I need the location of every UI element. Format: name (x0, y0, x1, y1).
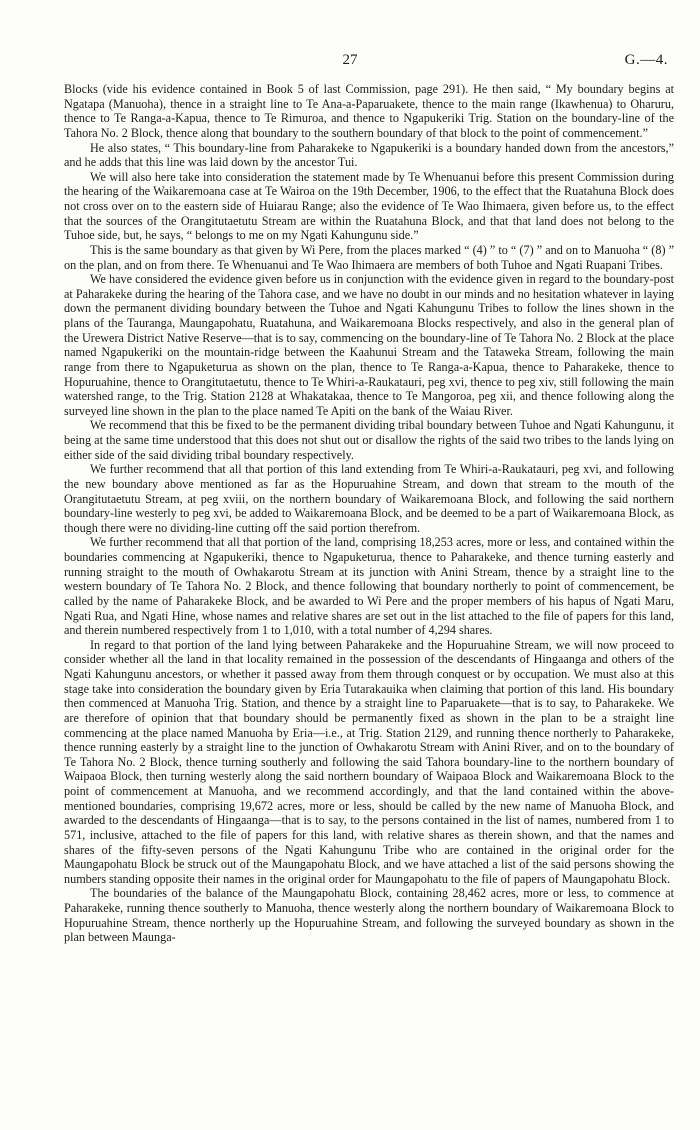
document-reference: G.—4. (624, 52, 668, 68)
paragraph-5: We have considered the evidence given before us in conjunction with the evidence given in regard to the boundary-post at Paharakeke during the hearing of the Tahora case, and we have no doubt in our minds and no hesitation whatever in laying down the permanent dividing boundary between the Tuhoe and Ngati Kahungunu Tribes to follow the lines shown in the plans of the Tauranga, Maungapohatu, Ruatahuna, and Waikaremoana Blocks respectively, and also in the general plan of the Urewera District Native Reserve—that is to say, commencing on the boundary-line of Te Tahora No. 2 Block at the place named Ngapukeriki on the mountain-ridge between the Kaahunui Stream and the Tataweka Stream, following the main range from there to Ngapuketurua as shown on the plan, thence to Te Ranga-a-Kapua, thence to Paharakeke, thence to Hopuruahine, thence to Orangitutaetutu, thence to Te Whiri-a-Raukatauri, peg xvi, thence to peg xiv, still following the main watershed range, to the Trig. Station 2128 at Whakatakaa, thence to Te Mangoroa, peg xii, and thence following along the surveyed line shown in the plan to the place named Te Apiti on the bank of the Waiau River. (64, 272, 674, 418)
paragraph-9: In regard to that portion of the land lying between Paharakeke and the Hopuruahine Stream, we will now proceed to consider whether all the land in that locality remained in the possession of the descendants of Hingaanga and others of the Ngati Kahungunu ancestors, or whether it passed away from them through conquest or by occupation. We must also at this stage take into consideration the boundary given by Eria Tutarakauika when claiming that portion of this land. His boundary then commenced at Manuoha Trig. Station, and thence by a straight line to Paparuakete—that is to say, to Paharakeke. We are therefore of opinion that that boundary should be permanently fixed as shown in the plan to be a straight line commencing at the place named Manuoha by Eria—i.e., at Trig. Station 2129, and running thence northerly to Paharakeke, thence running easterly by a straight line to the junction of Owhakarotu Stream with Anini River, and on to the boundary of Te Tahora No. 2 Block, thence turning southerly and following the said Tahora boundary-line to the northern boundary of Waipaoa Block, then turning westerly along the said northern boundary of Waipaoa Block and Waikaremoana Block to the point of commencement at Manuoha, and we recommend accordingly, and that the land contained within the above-mentioned boundaries, comprising 19,672 acres, more or less, should be called by the new name of Manuoha Block, and awarded to the descendants of Hingaanga—that is to say, to the persons contained in the list of names, numbered from 1 to 571, inclusive, attached to the file of papers for this land, with relative shares as therein shown, and that the names and shares of the fifty-seven persons of the Ngati Kahungunu Tribe who are contained in the original order for the Maungapohatu Block be struck out of the Maungapohatu Block, and we have attached a list of the said persons showing the numbers standing opposite their names in the original order for Maungapohatu to the file of papers of Maungapohatu Block. (64, 637, 674, 886)
page-number: 27 (342, 52, 358, 68)
paragraph-1: Blocks (vide his evidence contained in Book 5 of last Commission, page 291). He then said, “ My boundary begins at Ngatapa (Manuoha), thence in a straight line to Te Ana-a-Paparuakete, thence to the main range (Ikawhenua) to Oharuru, thence to Te Ranga-a-Kapua, thence to Te Rimuroa, and thence to Ngapukeriki Trig. Station on the boundary-line of the Tahora No. 2 Block, thence along that boundary to the southern boundary of that block to the point of commencement.” (64, 82, 674, 140)
page-header (0, 52, 700, 72)
paragraph-7: We further recommend that all that portion of this land extending from Te Whiri-a-Raukatauri, peg xvi, and following the new boundary above mentioned as far as the Hopuruahine Stream, and down that stream to the mouth of the Orangitutaetutu Stream, at peg xviii, on the northern boundary of Waikaremoana Block, and following the said northern boundary-line westerly to peg xvi, be added to Waikaremoana Block, and be deemed to be a part of Waikaremoana Block, as though there were no dividing-line cutting off the said portion therefrom. (64, 462, 674, 535)
paragraph-6: We recommend that this be fixed to be the permanent dividing tribal boundary between Tuhoe and Ngati Kahungunu, it being at the same time understood that this does not shut out or disallow the rights of the said two tribes to the lands lying on either side of the said dividing tribal boundary respectively. (64, 418, 674, 462)
paragraph-4: This is the same boundary as that given by Wi Pere, from the places marked “ (4) ” to “ (7) ” and on to Manuoha “ (8) ” on the plan, and on from there. Te Whenuanui and Te Wao Ihimaera are members of both Tuhoe and Ngati Ruapani Tribes. (64, 242, 674, 272)
paragraph-2: He also states, “ This boundary-line from Paharakeke to Ngapukeriki is a boundary handed down from the ancestors,” and he adds that this line was laid down by the ancestor Tui. (64, 140, 674, 170)
paragraph-8: We further recommend that all that portion of the land, comprising 18,253 acres, more or less, and contained within the boundaries commencing at Ngapukeriki, thence to Ngapuketurua, thence to Paharakeke, and thence turning easterly and running straight to the mouth of Owhakarotu Stream at its junction with Anini Stream, thence by a straight line to the western boundary of Te Tahora No. 2 Block, and thence following that boundary northerly to point of commencement, be called by the name of Paharakeke Block, and be awarded to Wi Pere and the proper members of his hapus of Ngati Maru, Ngati Rua, and Ngati Hine, whose names and relative shares are set out in the list attached to the file of papers for this land, and therein numbered respectively from 1 to 1,010, with a total number of 4,294 shares. (64, 535, 674, 638)
paragraph-10: The boundaries of the balance of the Maungapohatu Block, containing 28,462 acres, more or less, to commence at Paharakeke, running thence southerly to Manuoha, thence westerly along the northern boundary of Waikaremoana Block to Hopuruahine Stream, thence northerly up the Hopuruahine Stream, and following the surveyed boundary as shown in the plan between Maunga- (64, 886, 674, 945)
paragraph-3: We will also here take into consideration the statement made by Te Whenuanui before this present Commission during the hearing of the Waikaremoana case at Te Wairoa on the 19th December, 1906, to the effect that the Ruatahuna Block does not cross over on to the eastern side of Huiarau Range; also the evidence of Te Wao Ihimaera, given before us, to the effect that the sources of the Orangitutaetutu Stream are within the Ruatahuna Block, and that that land does not belong to the Tuhoe side, but, he says, “ belongs to me on my Ngati Kahungunu side.” (64, 169, 674, 243)
body-text (64, 82, 674, 945)
